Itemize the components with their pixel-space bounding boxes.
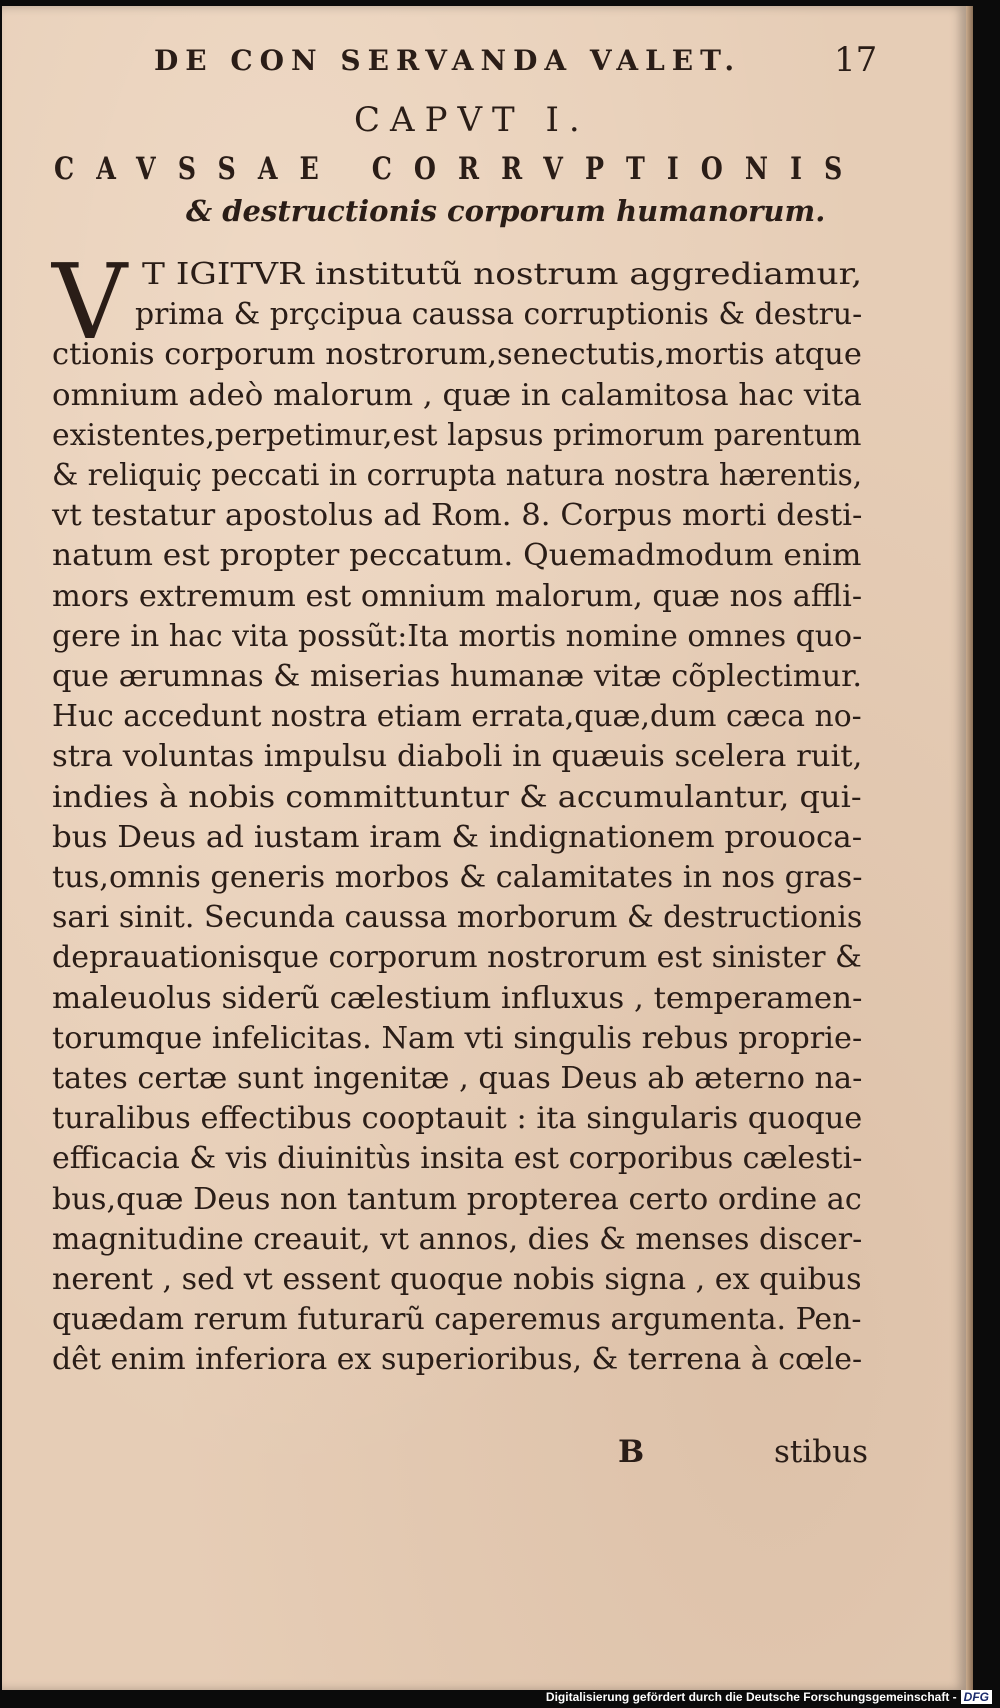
body-line: natum est propter peccatum. Quemadmodum enim — [52, 538, 862, 573]
body-line: dêt enim inferiora ex superioribus, & terrena à cœle- — [52, 1342, 863, 1377]
funding-text: Digitalisierung gefördert durch die Deutsche Forschungsgemeinschaft - — [545, 1690, 957, 1704]
body-line: sari sinit. Secunda caussa morborum & destructionis — [52, 900, 863, 935]
body-line: maleuolus siderũ cælestium influxus , temperamen- — [52, 981, 863, 1016]
body-line: indies à nobis committuntur & accumulantur, qui- — [52, 780, 862, 815]
body-line: quædam rerum futurarũ caperemus argumenta. Pen- — [52, 1302, 862, 1337]
running-head: DE CON SERVANDA VALET. — [154, 44, 742, 77]
body-line: stra voluntas impulsu diaboli in quæuis scelera ruit, — [52, 739, 863, 774]
body-line: Huc accedunt nostra etiam errata,quæ,dum cæca no- — [52, 699, 862, 734]
body-line: tates certæ sunt ingenitæ , quas Deus ab æterno na- — [52, 1061, 863, 1096]
body-line: gere in hac vita possũt:Ita mortis nomine omnes quo- — [52, 619, 863, 654]
body-line: ctionis corporum nostrorum,senectutis,mortis atque — [52, 337, 862, 372]
book-page — [2, 6, 966, 1690]
body-line: mors extremum est omnium malorum, quæ nos affli- — [52, 579, 863, 614]
body-line: nerent , sed vt essent quoque nobis signa , ex quibus — [52, 1262, 862, 1297]
body-line: efficacia & vis diuinitùs insita est corporibus cælesti- — [52, 1141, 863, 1176]
body-line: & reliquiç peccati in corrupta natura nostra hærentis, — [52, 458, 863, 493]
page-edge — [966, 6, 973, 1690]
funding-notice — [546, 1690, 992, 1704]
signature-mark: B — [618, 1434, 645, 1470]
body-line: vt testatur apostolus ad Rom. 8. Corpus morti desti- — [52, 498, 863, 533]
body-line: bus Deus ad iustam iram & indignationem prouoca- — [52, 820, 863, 855]
body-line: T IGITVR institutũ nostrum aggrediamur, — [142, 257, 863, 292]
dfg-logo: DFG — [961, 1690, 992, 1704]
body-line: omnium adeò malorum , quæ in calamitosa hac vita — [52, 378, 862, 413]
drop-cap: V — [52, 241, 128, 363]
body-line: tus,omnis generis morbos & calamitates in nos gras- — [52, 860, 863, 895]
body-line: bus,quæ Deus non tantum propterea certo ordine ac — [52, 1182, 862, 1217]
chapter-heading: CAPVT I. — [354, 100, 590, 140]
catchword: stibus — [774, 1434, 868, 1470]
body-line: magnitudine creauit, vt annos, dies & menses discer- — [52, 1222, 863, 1257]
body-line: que ærumnas & miserias humanæ vitæ cõplectimur. — [52, 659, 863, 694]
body-line: existentes,perpetimur,est lapsus primorum parentum — [52, 418, 862, 453]
page-number: 17 — [834, 40, 878, 80]
body-line: prima & prçcipua caussa corruptionis & destru- — [135, 297, 863, 332]
section-subtitle: & destructionis corporum humanorum. — [186, 194, 826, 228]
body-line: torumque infelicitas. Nam vti singulis rebus proprie- — [52, 1021, 863, 1056]
section-title: CAVSSAE CORRVPTIONIS — [54, 151, 865, 187]
body-line: turalibus effectibus cooptauit : ita singularis quoque — [52, 1101, 863, 1136]
body-line: deprauationisque corporum nostrorum est sinister & — [52, 940, 862, 975]
